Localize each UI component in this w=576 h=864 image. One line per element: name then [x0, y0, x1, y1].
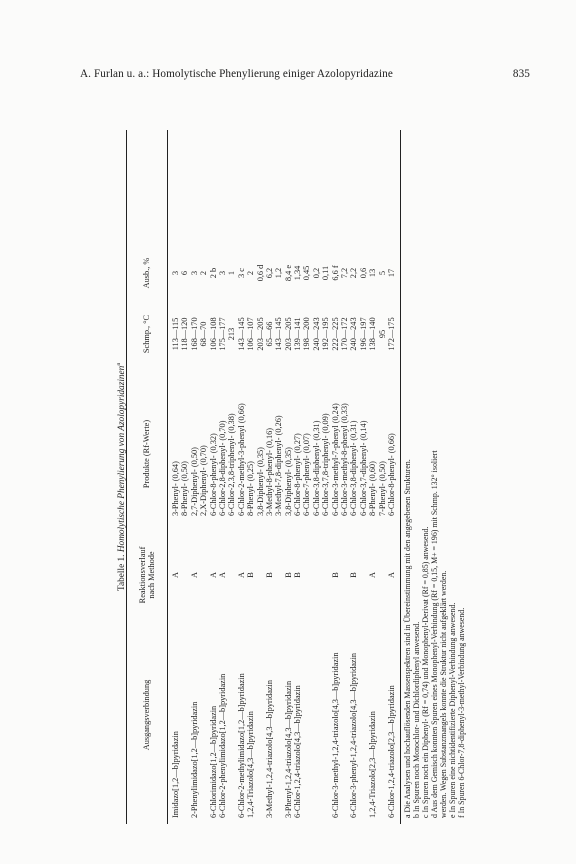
- table-row: [218, 130, 227, 824]
- cell-ausgangsverbindung: [312, 606, 321, 824]
- cell-schmp: 213: [227, 327, 237, 341]
- cell-methode: B: [293, 572, 303, 578]
- cell-produkt: 7-Phenyl- (0,50): [377, 461, 387, 516]
- footnote: c In Spuren noch ein Diphenyl- (Rf = 0,74) und Monophenyl-Derivat (Rf = 0,85) anwesend.: [421, 526, 431, 818]
- cell-ausb: 0,2: [311, 267, 321, 279]
- cell-methode: A: [189, 572, 199, 578]
- table-row: [190, 130, 199, 824]
- table-row: [302, 130, 311, 824]
- table-row: [378, 130, 387, 824]
- cell-schmp: 240—243: [349, 317, 359, 351]
- cell-methode: [256, 544, 265, 606]
- cell-produkt: 3,8-Diphenyl- (0,35): [255, 447, 265, 516]
- cell-methode: B: [246, 572, 256, 578]
- cell-produkt: 6-Chlor-2-methyl-3-phenyl (0,66): [236, 403, 246, 516]
- table-row: [199, 130, 208, 824]
- cell-ausgangsverbindung: 6-Chlorimidazo[1,2—b]pyridazin: [208, 705, 218, 818]
- cell-ausgangsverbindung: [199, 606, 208, 824]
- cell-produkt: 6-Chlor-2,3,8-triphenyl- (0,38): [227, 413, 237, 516]
- cell-schmp: 138—140: [368, 317, 378, 351]
- cell-methode: [321, 544, 330, 606]
- cell-ausb: 0,11: [321, 265, 331, 281]
- cell-methode: B: [330, 572, 340, 578]
- footnote: b In Spuren noch Monochlor- und Dichlordiphenyl anwesend.: [412, 621, 422, 818]
- cell-ausb: 2: [199, 270, 209, 276]
- cell-ausgangsverbindung: 6-Chlor-2-phenylimidazo[1,2—b]pyridazin: [217, 673, 227, 818]
- table-row: [265, 130, 274, 824]
- cell-produkt: 6-Chlor-3,7,8-triphenyl- (0,09): [321, 413, 331, 516]
- table-row: [340, 130, 349, 824]
- cell-methode: A: [208, 572, 218, 578]
- cell-ausb: 3: [217, 270, 227, 276]
- cell-produkt: 6-Chlor-8-phenyl- (0,66): [386, 433, 396, 516]
- cell-produkt: 3-Phenyl- (0,64): [171, 461, 180, 516]
- footnote: a Die Analysen und hochauflösenden Massenspektren sind in Übereinstimmung mit den angegebenen Strukturen.: [403, 459, 413, 818]
- caption-title: Homolytische Phenylierung von Azolopyridazinen: [117, 365, 128, 553]
- cell-schmp: 113—115: [171, 317, 180, 351]
- table-row: [180, 130, 189, 824]
- table-row: [312, 130, 321, 824]
- table-row: [368, 130, 377, 824]
- cell-schmp: 240—243: [311, 317, 321, 351]
- cell-ausgangsverbindung: 6-Chlor-1,2,4-triazolo[4,3—b]pyridazin: [293, 685, 303, 818]
- cell-methode: A: [368, 572, 378, 578]
- header-produkte: Produkte (Rf-Werte): [142, 419, 152, 489]
- cell-methode: [312, 544, 321, 606]
- cell-methode: B: [264, 572, 274, 578]
- table-row: [284, 130, 293, 824]
- footnote: d Aus dem Gemisch konnten Spuren eines Monophenyl-Verbindung (Rf = 0,15, M+ = 196) mit Schmp. 132° isoliert: [430, 450, 440, 818]
- cell-schmp: 65—66: [264, 321, 274, 347]
- cell-ausgangsverbindung: [180, 606, 189, 824]
- cell-methode: [274, 544, 283, 606]
- cell-schmp: 192—195: [321, 317, 331, 351]
- cell-ausgangsverbindung: [359, 606, 368, 824]
- cell-produkt: 8-Phenyl- (0,50): [180, 461, 190, 516]
- cell-schmp: 203—205: [255, 317, 265, 351]
- table-row: [256, 130, 265, 824]
- cell-ausb: 0,45: [302, 265, 312, 281]
- cell-schmp: 222—225: [330, 317, 340, 351]
- cell-methode: [302, 544, 311, 606]
- table-row: [246, 130, 255, 824]
- cell-ausb: 7,2: [340, 267, 350, 279]
- cell-ausb: 2: [246, 270, 256, 276]
- cell-produkt: 3-Methyl-8-phenyl- (0,16): [264, 427, 274, 516]
- cell-schmp: 106—107: [246, 317, 256, 351]
- table-row: [237, 130, 246, 824]
- cell-schmp: 68—70: [199, 321, 209, 347]
- cell-methode: A: [171, 572, 180, 578]
- cell-ausgangsverbindung: [256, 606, 265, 824]
- cell-schmp: 143—145: [274, 317, 284, 351]
- table-row: [387, 130, 396, 824]
- cell-methode: [199, 544, 208, 606]
- footnotes: [404, 130, 466, 824]
- header-ausb: Ausb., %: [142, 257, 152, 289]
- cell-ausb: 0,6: [358, 267, 368, 279]
- table-caption: [112, 130, 126, 824]
- cell-schmp: 95: [377, 329, 387, 339]
- cell-ausb: 2,2: [349, 267, 359, 279]
- cell-produkt: 6-Chlor-3-methyl-7-phenyl (0,24): [330, 403, 340, 516]
- cell-produkt: 2,X-Diphenyl- (0,70): [199, 445, 209, 516]
- footnote: f In Spuren 6-Chlor-7,8-diphenyl-3-methyl-Verbindung anwesend.: [456, 607, 466, 818]
- header-schmp: Schmp., °C: [142, 314, 152, 354]
- table-row: [359, 130, 368, 824]
- cell-schmp: 106—108: [208, 317, 218, 351]
- cell-methode: A: [236, 572, 246, 578]
- cell-produkt: 3-Methyl-7,8-diphenyl- (0,26): [274, 415, 284, 516]
- cell-ausb: 6,6 f: [330, 265, 340, 281]
- cell-methode: B: [283, 572, 293, 578]
- cell-schmp: 168—170: [189, 317, 199, 351]
- cell-ausb: 6: [180, 270, 190, 276]
- cell-ausgangsverbindung: 3-Methyl-1,2,4-triazolo[4,3—b]pyridazin: [264, 679, 274, 818]
- cell-ausgangsverbindung: [378, 606, 387, 824]
- cell-schmp: 118—120: [180, 317, 190, 351]
- table-row: [349, 130, 358, 824]
- cell-ausb: 3 c: [236, 268, 246, 278]
- cell-produkt: 6-Chlor-3,8-diphenyl- (0,31): [349, 420, 359, 516]
- cell-schmp: 198—200: [302, 317, 312, 351]
- cell-ausgangsverbindung: 6-Chlor-3-methyl-1,2,4-triazolo[4,3—b]pyridazin: [330, 652, 340, 818]
- cell-ausb: 1,2: [274, 267, 284, 279]
- cell-methode: B: [349, 572, 359, 578]
- cell-produkt: 6-Chlor-3,8-diphenyl- (0,31): [311, 420, 321, 516]
- cell-schmp: 175—177: [217, 317, 227, 351]
- cell-methode: [378, 544, 387, 606]
- table-header-row: [127, 130, 167, 824]
- page-number: 835: [512, 68, 530, 80]
- caption-label: Tabelle 1.: [117, 554, 128, 592]
- table-row: [293, 130, 302, 824]
- cell-produkt: 6-Chlor-3,7-diphenyl- (0,14): [358, 420, 368, 516]
- cell-ausgangsverbindung: [274, 606, 283, 824]
- cell-ausb: 3: [189, 270, 199, 276]
- cell-schmp: 172—175: [386, 317, 396, 351]
- cell-schmp: 139—141: [293, 317, 303, 351]
- table-row: [227, 130, 236, 824]
- cell-ausb: 8,4 e: [283, 264, 293, 282]
- footnote: werden. Wegen Substanzmangels konnte die Struktur nicht aufgeklärt werden.: [439, 570, 448, 818]
- cell-ausgangsverbindung: 6-Chlor-1,2,4-triazolo[2,3—b]pyridazin: [386, 685, 396, 818]
- cell-schmp: 203—205: [283, 317, 293, 351]
- cell-ausb: 2 b: [208, 267, 218, 279]
- cell-ausgangsverbindung: 1,2,4-Triazolo[4,3—b]pyridazin: [246, 711, 256, 818]
- header-ausgangsverbindung: Ausgangsverbindung: [142, 679, 152, 751]
- cell-produkt: 3,8-Diphenyl- (0,35): [283, 447, 293, 516]
- cell-produkt: 2,7-Diphenyl- (0,50): [189, 447, 199, 516]
- cell-ausgangsverbindung: [321, 606, 330, 824]
- cell-schmp: 170—172: [340, 317, 350, 351]
- cell-ausb: 17: [386, 268, 396, 278]
- cell-ausb: 5: [377, 270, 387, 276]
- bottom-rule: [400, 130, 401, 824]
- cell-ausb: 13: [368, 268, 378, 278]
- cell-ausgangsverbindung: 3-Phenyl-1,2,4-triazolo[4,3—b]pyridazin: [283, 680, 293, 818]
- running-header: [80, 68, 530, 84]
- caption-footnote-mark: a: [116, 362, 122, 366]
- cell-schmp: 143—145: [236, 317, 246, 351]
- table-body: [168, 130, 400, 824]
- cell-ausb: 1,34: [293, 265, 303, 281]
- cell-ausgangsverbindung: Imidazo[1,2—b]pyridazin: [171, 731, 180, 818]
- cell-methode: A: [386, 572, 396, 578]
- cell-ausb: 1: [227, 270, 237, 276]
- cell-produkt: 6-Chlor-2,8-diphenyl- (0,70): [217, 420, 227, 516]
- running-title: A. Furlan u. a.: Homolytische Phenylierung einiger Azolopyridazine: [80, 68, 393, 80]
- table-row: [321, 130, 330, 824]
- cell-ausgangsverbindung: 6-Chlor-3-phenyl-1,2,4-triazolo[4,3—b]pyridazin: [349, 652, 359, 818]
- cell-ausgangsverbindung: 2-Phenylimidazo[1,2—b]pyridazin: [189, 701, 199, 818]
- cell-produkt: 6-Chlor-7-phenyl- (0,07): [302, 433, 312, 516]
- cell-produkt: 8-Phenyl- (0,25): [246, 461, 256, 516]
- cell-methode: [180, 544, 189, 606]
- cell-ausgangsverbindung: [302, 606, 311, 824]
- footnote: e In Spuren eine nichtidentifizierte Diphenyl-Verbindung anwesend.: [447, 602, 457, 818]
- table-row: [274, 130, 283, 824]
- cell-ausgangsverbindung: [227, 606, 236, 824]
- cell-ausb: 6,2: [264, 267, 274, 279]
- table-row: [171, 130, 180, 824]
- table-row: [331, 130, 340, 824]
- table-row: [209, 130, 218, 824]
- cell-ausgangsverbindung: [340, 606, 349, 824]
- cell-methode: A: [217, 572, 227, 578]
- cell-methode: [359, 544, 368, 606]
- cell-methode: [340, 544, 349, 606]
- cell-methode: [227, 544, 236, 606]
- cell-ausb: 3: [171, 270, 180, 276]
- cell-ausgangsverbindung: 6-Chlor-2-methylimidazo[1,2—b]pyridazin: [236, 673, 246, 818]
- cell-produkt: 6-Chlor-3-methyl-8-phenyl (0,33): [340, 403, 350, 516]
- cell-produkt: 6-Chlor-8-phenyl- (0,27): [293, 433, 303, 516]
- cell-schmp: 196—197: [358, 317, 368, 351]
- cell-ausgangsverbindung: 1,2,4-Triazolo[2,3—b]pyridazin: [368, 711, 378, 818]
- cell-produkt: 6-Chlor-8-phenyl- (0,32): [208, 433, 218, 516]
- rotated-table: [112, 130, 512, 824]
- header-methode: Reaktionsverlauf nach Methode: [137, 546, 156, 604]
- cell-ausb: 0,6 d: [255, 264, 265, 282]
- cell-produkt: 8-Phenyl- (0,60): [368, 461, 378, 516]
